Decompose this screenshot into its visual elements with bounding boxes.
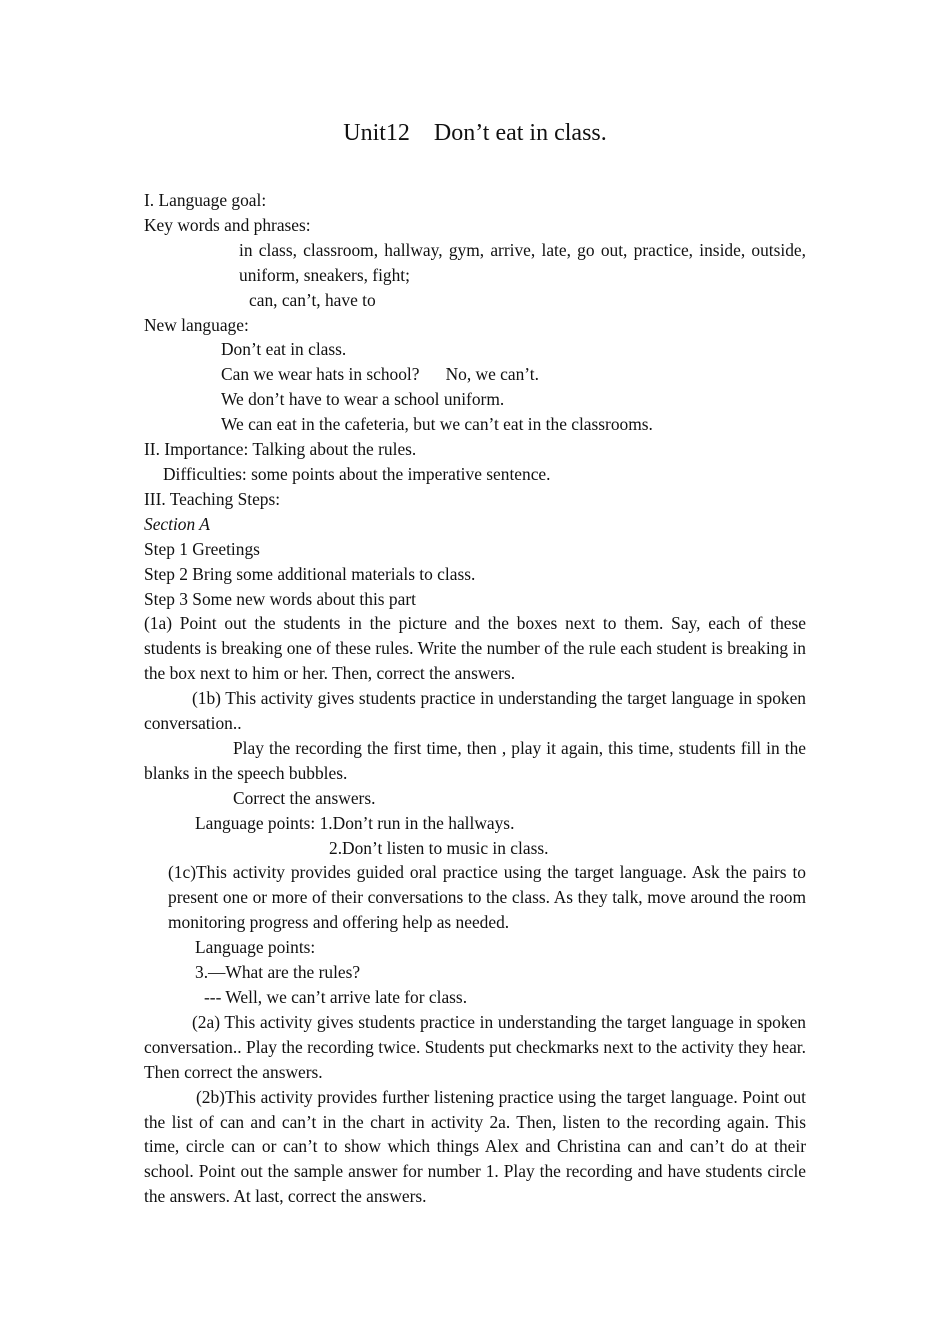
section-label: Section A: [144, 513, 210, 534]
step-item: Step 1 Greetings: [144, 538, 260, 559]
step-item: Step 2 Bring some additional materials to class.: [144, 563, 476, 584]
document-body: [144, 188, 806, 1209]
activity-1b-play: Play the recording the first time, then , play it again, this time, students fill in the blanks in the speech bubbles.: [144, 737, 806, 783]
language-points-3-question: 3.—What are the rules?: [195, 962, 361, 983]
new-language-item: Can we wear hats in school? No, we can’t.: [221, 364, 539, 385]
key-words-heading: Key words and phrases:: [144, 214, 311, 235]
page-title: Unit12 Don’t eat in class.: [343, 120, 607, 146]
activity-1c: (1c)This activity provides guided oral practice using the target language. Ask the pairs to present one or more of their conversations to the class. As they talk, move around the room monitoring progress and offering help as needed.: [168, 862, 806, 933]
language-points-1: Language points: 1.Don’t run in the hallways.: [195, 812, 515, 833]
activity-1a: (1a) Point out the students in the picture and the boxes next to them. Say, each of these students is breaking one of these rules. Write the number of the rule each student is breaking in the box next to him or her. Then, correct the answers.: [144, 613, 806, 684]
modal-words: can, can’t, have to: [249, 289, 376, 310]
difficulties-line: Difficulties: some points about the imperative sentence.: [163, 463, 551, 484]
activity-2b: (2b)This activity provides further listening practice using the target language. Point out the list of can and can’t in the chart in activity 2a. Then, listen to the recording again. This time, circle can or can’t to show which things Alex and Christina can and can’t do at their school. Point out the sample answer for number 1. Play the recording and have students circle the answers. At last, correct the answers.: [144, 1086, 806, 1207]
new-language-item: We can eat in the cafeteria, but we can’t eat in the classrooms.: [221, 414, 653, 435]
teaching-steps-heading: III. Teaching Steps:: [144, 488, 281, 509]
new-language-item: Don’t eat in class.: [221, 339, 347, 360]
key-words-list: in class, classroom, hallway, gym, arrive, late, go out, practice, inside, outside, uniform, sneakers, fight;: [239, 239, 806, 285]
activity-1b: (1b) This activity gives students practice in understanding the target language in spoken conversation..: [144, 688, 806, 734]
new-language-heading: New language:: [144, 314, 249, 335]
language-goal-heading: I. Language goal:: [144, 190, 267, 210]
language-points-heading: Language points:: [195, 937, 316, 958]
new-language-item: We don’t have to wear a school uniform.: [221, 389, 505, 410]
step-item: Step 3 Some new words about this part: [144, 588, 416, 609]
language-points-3-answer: --- Well, we can’t arrive late for class.: [204, 987, 468, 1007]
importance-heading: II. Importance: Talking about the rules.: [144, 439, 417, 460]
language-points-2: 2.Don’t listen to music in class.: [329, 837, 549, 858]
activity-1b-correct: Correct the answers.: [233, 787, 376, 808]
activity-2a: (2a) This activity gives students practice in understanding the target language in spoken conversation.. Play the recording twice. Students put checkmarks next to the activity they hear. Then correct the answers.: [144, 1011, 806, 1082]
